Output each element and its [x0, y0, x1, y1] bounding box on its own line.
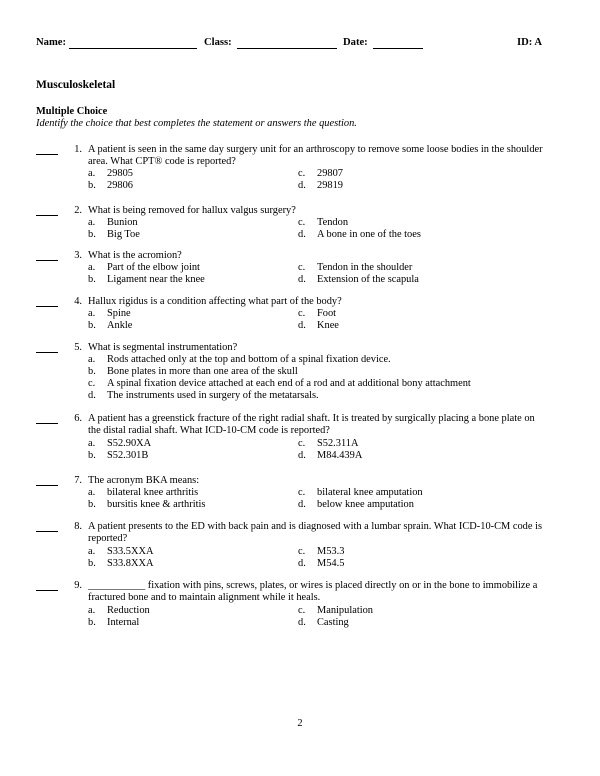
option-text: Tendon in the shoulder — [317, 262, 413, 273]
id-label: ID: A — [517, 37, 543, 48]
option-label: d. — [298, 320, 306, 331]
question-number: 7. — [74, 475, 82, 486]
option-text: Bunion — [107, 217, 138, 228]
answer-blank[interactable] — [36, 260, 58, 261]
option-text: Big Toe — [107, 229, 140, 240]
option-label: a. — [88, 354, 96, 365]
option-label: b. — [88, 320, 96, 331]
option-label: d. — [298, 180, 306, 191]
question-text-line: A patient has a greenstick fracture of the right radial shaft. It is treated by surgically placing a bone plate on — [88, 413, 535, 424]
question-text-line: reported? — [88, 533, 128, 544]
option-label: a. — [88, 308, 96, 319]
answer-blank[interactable] — [36, 531, 58, 532]
option-text: Ankle — [107, 320, 133, 331]
question-text-line: What is being removed for hallux valgus surgery? — [88, 205, 296, 216]
page-number: 2 — [297, 718, 303, 729]
option-label: a. — [88, 605, 96, 616]
option-label: b. — [88, 229, 96, 240]
option-label: a. — [88, 217, 96, 228]
date-field-line[interactable] — [373, 48, 423, 49]
question-text-line: fractured bone and to maintain alignment while it heals. — [88, 592, 321, 603]
option-text: The instruments used in surgery of the metatarsals. — [107, 390, 319, 401]
name-label: Name: — [36, 37, 67, 48]
name-field-line[interactable] — [69, 48, 197, 49]
answer-blank[interactable] — [36, 590, 58, 591]
option-text: Extension of the scapula — [317, 274, 419, 285]
question-number: 1. — [74, 144, 82, 155]
option-label: c. — [298, 168, 306, 179]
option-text: 29806 — [107, 180, 133, 191]
class-label: Class: — [204, 37, 232, 48]
option-text: Foot — [317, 308, 337, 319]
option-label: c. — [298, 217, 306, 228]
question-number: 9. — [74, 580, 82, 591]
option-label: d. — [298, 617, 306, 628]
date-label: Date: — [343, 37, 368, 48]
question-number: 2. — [74, 205, 82, 216]
option-label: d. — [88, 390, 96, 401]
option-label: b. — [88, 617, 96, 628]
option-label: d. — [298, 229, 306, 240]
option-text: S52.90XA — [107, 438, 152, 449]
option-label: b. — [88, 450, 96, 461]
option-text: S33.8XXA — [107, 558, 154, 569]
option-text: Rods attached only at the top and bottom of a spinal fixation device. — [107, 354, 391, 365]
answer-blank[interactable] — [36, 306, 58, 307]
option-text: M84.439A — [317, 450, 363, 461]
option-text: M53.3 — [317, 546, 345, 557]
option-text: Bone plates in more than one area of the skull — [107, 366, 298, 377]
option-label: b. — [88, 558, 96, 569]
option-label: d. — [298, 499, 306, 510]
option-text: bilateral knee amputation — [317, 487, 423, 498]
question-number: 3. — [74, 250, 82, 261]
option-text: Ligament near the knee — [107, 274, 205, 285]
option-label: c. — [298, 605, 306, 616]
option-text: Knee — [317, 320, 339, 331]
option-label: a. — [88, 546, 96, 557]
option-text: Reduction — [107, 605, 150, 616]
option-text: 29805 — [107, 168, 133, 179]
option-label: b. — [88, 180, 96, 191]
option-label: c. — [298, 438, 306, 449]
option-text: Tendon — [317, 217, 349, 228]
option-text: Spine — [107, 308, 131, 319]
option-text: S52.301B — [107, 450, 149, 461]
answer-blank[interactable] — [36, 352, 58, 353]
option-label: c. — [298, 487, 306, 498]
answer-blank[interactable] — [36, 215, 58, 216]
option-text: 29807 — [317, 168, 343, 179]
section-subhead: Multiple Choice — [36, 106, 108, 117]
instructions: Identify the choice that best completes the statement or answers the question. — [36, 118, 357, 129]
option-label: d. — [298, 274, 306, 285]
option-label: c. — [298, 262, 306, 273]
option-text: Manipulation — [317, 605, 373, 616]
option-text: S33.5XXA — [107, 546, 154, 557]
option-label: a. — [88, 262, 96, 273]
option-label: b. — [88, 274, 96, 285]
option-label: d. — [298, 558, 306, 569]
option-label: a. — [88, 487, 96, 498]
option-label: c. — [298, 308, 306, 319]
option-text: A spinal fixation device attached at each end of a rod and at additional bony attachment — [107, 378, 471, 389]
question-text-line: What is segmental instrumentation? — [88, 342, 238, 353]
option-text: Part of the elbow joint — [107, 262, 200, 273]
option-text: 29819 — [317, 180, 343, 191]
option-label: d. — [298, 450, 306, 461]
answer-blank[interactable] — [36, 154, 58, 155]
question-text-line: A patient is seen in the same day surgery unit for an arthroscopy to remove some loose bodies in the shoulder — [88, 144, 543, 155]
question-number: 4. — [74, 296, 82, 307]
question-number: 8. — [74, 521, 82, 532]
option-text: A bone in one of the toes — [317, 229, 421, 240]
option-text: bursitis knee & arthritis — [107, 499, 206, 510]
option-text: Casting — [317, 617, 349, 628]
option-text: below knee amputation — [317, 499, 414, 510]
question-text-line: Hallux rigidus is a condition affecting what part of the body? — [88, 296, 342, 307]
option-label: b. — [88, 499, 96, 510]
option-label: c. — [298, 546, 306, 557]
answer-blank[interactable] — [36, 423, 58, 424]
option-text: S52.311A — [317, 438, 359, 449]
option-text: Internal — [107, 617, 140, 628]
question-number: 6. — [74, 413, 82, 424]
question-text-line: The acronym BKA means: — [88, 475, 200, 486]
question-number: 5. — [74, 342, 82, 353]
option-label: a. — [88, 438, 96, 449]
question-text-line: area. What CPT® code is reported? — [88, 156, 236, 167]
question-text-line: What is the acromion? — [88, 250, 182, 261]
option-text: M54.5 — [317, 558, 345, 569]
option-label: a. — [88, 168, 96, 179]
class-field-line[interactable] — [237, 48, 337, 49]
question-text-line: ___________ fixation with pins, screws, plates, or wires is placed directly on or in the bone to immobilize a — [88, 580, 538, 591]
option-label: c. — [88, 378, 96, 389]
answer-blank[interactable] — [36, 485, 58, 486]
section-title: Musculoskeletal — [36, 79, 116, 91]
option-text: bilateral knee arthritis — [107, 487, 199, 498]
question-text-line: the distal radial shaft. What ICD-10-CM code is reported? — [88, 425, 330, 436]
question-text-line: A patient presents to the ED with back pain and is diagnosed with a lumbar sprain. What ICD-10-CM code is — [88, 521, 543, 532]
option-label: b. — [88, 366, 96, 377]
